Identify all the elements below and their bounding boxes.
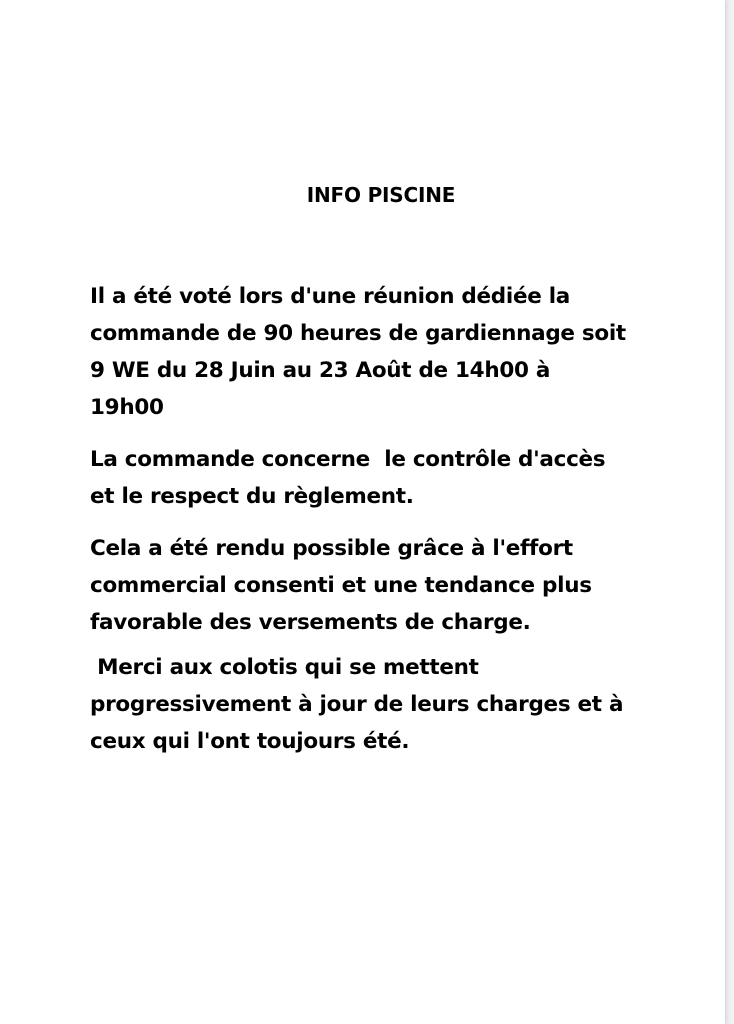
paragraph-line: commercial consenti et une tendance plus	[90, 573, 592, 598]
paragraph-commande	[90, 441, 700, 515]
paragraph-line: progressivement à jour de leurs charges et à	[90, 692, 624, 717]
paragraph-line: 19h00	[90, 395, 164, 420]
paragraph-line: commande de 90 heures de gardiennage soit	[90, 321, 626, 346]
paragraph-merci	[90, 649, 700, 760]
paragraph-effort	[90, 530, 700, 641]
document-title: INFO PISCINE	[306, 183, 456, 207]
paragraph-line: ceux qui l'ont toujours été.	[90, 729, 410, 754]
paragraph-line: favorable des versements de charge.	[90, 610, 531, 635]
paragraph-vote	[90, 278, 700, 426]
paragraph-line: Il a été voté lors d'une réunion dédiée la	[90, 284, 570, 309]
paragraph-line: La commande concerne le contrôle d'accès	[90, 447, 606, 472]
paragraph-line: Merci aux colotis qui se mettent	[90, 655, 479, 680]
paragraph-line: Cela a été rendu possible grâce à l'effort	[90, 536, 573, 561]
paragraph-line: et le respect du règlement.	[90, 484, 414, 509]
paragraph-line: 9 WE du 28 Juin au 23 Août de 14h00 à	[90, 358, 551, 383]
